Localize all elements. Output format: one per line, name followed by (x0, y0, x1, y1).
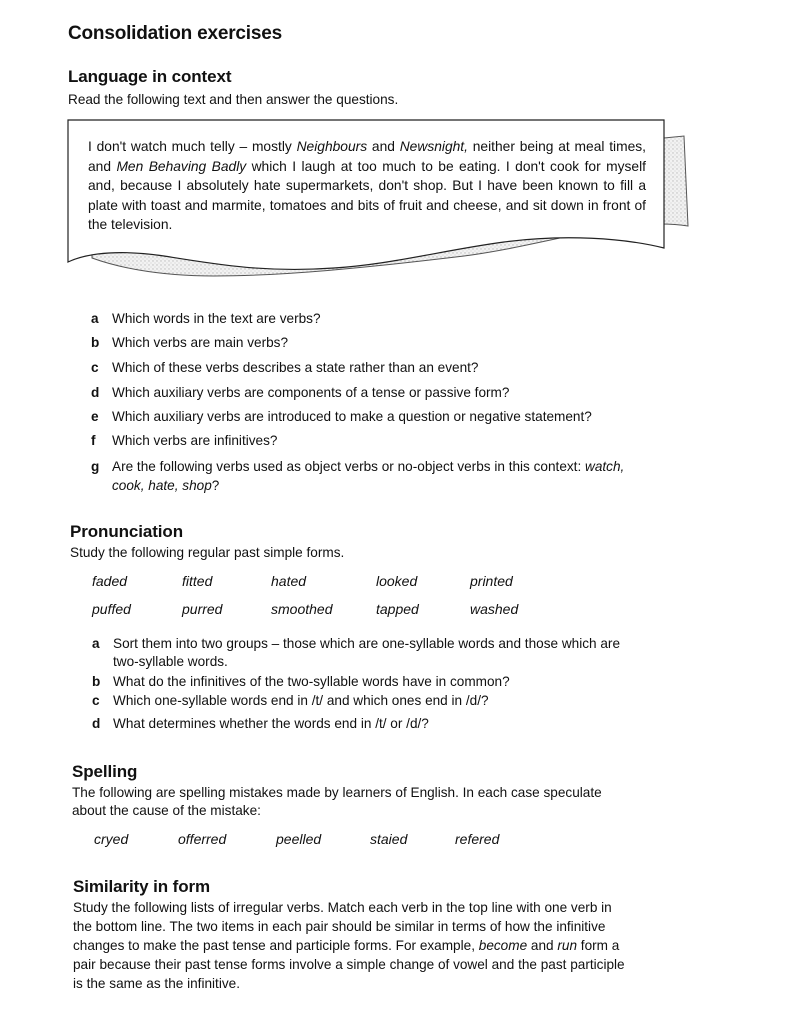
question-d: d Which auxiliary verbs are components of a tense or passive form? (91, 385, 510, 400)
pronunciation-question-c: c Which one-syllable words end in /t/ and which ones end in /d/? (92, 693, 489, 708)
word-item: faded (92, 573, 128, 589)
question-f: f Which verbs are infinitives? (91, 433, 278, 448)
question-e: e Which auxiliary verbs are introduced to make a question or negative statement? (91, 409, 592, 424)
misspelled-word: refered (455, 831, 500, 847)
word-item: hated (271, 573, 307, 589)
similarity-text-line3: changes to make the past tense and participle forms. For example, become and run form a (73, 938, 620, 953)
misspelled-word: staied (370, 831, 408, 847)
word-item: smoothed (271, 601, 333, 617)
word-item: washed (470, 601, 519, 617)
page-title: Consolidation exercises (68, 23, 282, 44)
similarity-text-line2: the bottom line. The two items in each pair should be similar in terms of how the infinitive (73, 919, 606, 934)
word-item: fitted (182, 573, 213, 589)
similarity-text-line4: pair because their past tense forms involve a simple change of vowel and the past participle (73, 957, 625, 972)
passage-text: I don't watch much telly – mostly Neighbours and Newsnight, neither being at meal times, and Men Behaving Badly which I laugh at too much to be eating. I don't cook for myself and, because I absolutely hate supermarkets, don't shop. But I have been known to fill a plate with toast and marmite, tomatoes and bits of fruit and cheese, and sit down in front of the television. (88, 139, 646, 232)
misspelled-word: offerred (178, 831, 227, 847)
question-a: a Which words in the text are verbs? (91, 311, 321, 326)
word-item: looked (376, 573, 418, 589)
similarity-text-line5: is the same as the infinitive. (73, 976, 240, 991)
pronunciation-question-a: a Sort them into two groups – those which are one-syllable words and those which are (92, 636, 621, 651)
word-item: tapped (376, 601, 419, 617)
pronunciation-question-d: d What determines whether the words end in /t/ or /d/? (92, 716, 429, 731)
section-heading-language-in-context: Language in context (68, 67, 232, 86)
instruction-text: Read the following text and then answer the questions. (68, 92, 399, 107)
misspelled-word: cryed (94, 831, 129, 847)
section-heading-pronunciation: Pronunciation (70, 522, 183, 541)
pronunciation-question-a-continued: two-syllable words. (113, 654, 228, 669)
question-g-continued: cook, hate, shop? (112, 478, 220, 493)
word-item: printed (470, 573, 513, 589)
section-heading-similarity-in-form: Similarity in form (73, 877, 211, 896)
spelling-instruction-line2: about the cause of the mistake: (72, 803, 261, 818)
misspelled-word: peelled (276, 831, 322, 847)
pronunciation-question-b: b What do the infinitives of the two-syllable words have in common? (92, 674, 510, 689)
similarity-text-line1: Study the following lists of irregular verbs. Match each verb in the top line with one verb in (73, 900, 612, 915)
question-c: c Which of these verbs describes a state rather than an event? (91, 360, 479, 375)
word-item: puffed (92, 601, 131, 617)
section-heading-spelling: Spelling (72, 762, 138, 781)
question-g: g Are the following verbs used as object verbs or no-object verbs in this context: watch, (91, 459, 625, 474)
spelling-instruction-line1: The following are spelling mistakes made by learners of English. In each case speculate (72, 785, 602, 800)
instruction-text: Study the following regular past simple forms. (70, 545, 345, 560)
word-item: purred (182, 601, 223, 617)
question-b: b Which verbs are main verbs? (91, 335, 289, 350)
